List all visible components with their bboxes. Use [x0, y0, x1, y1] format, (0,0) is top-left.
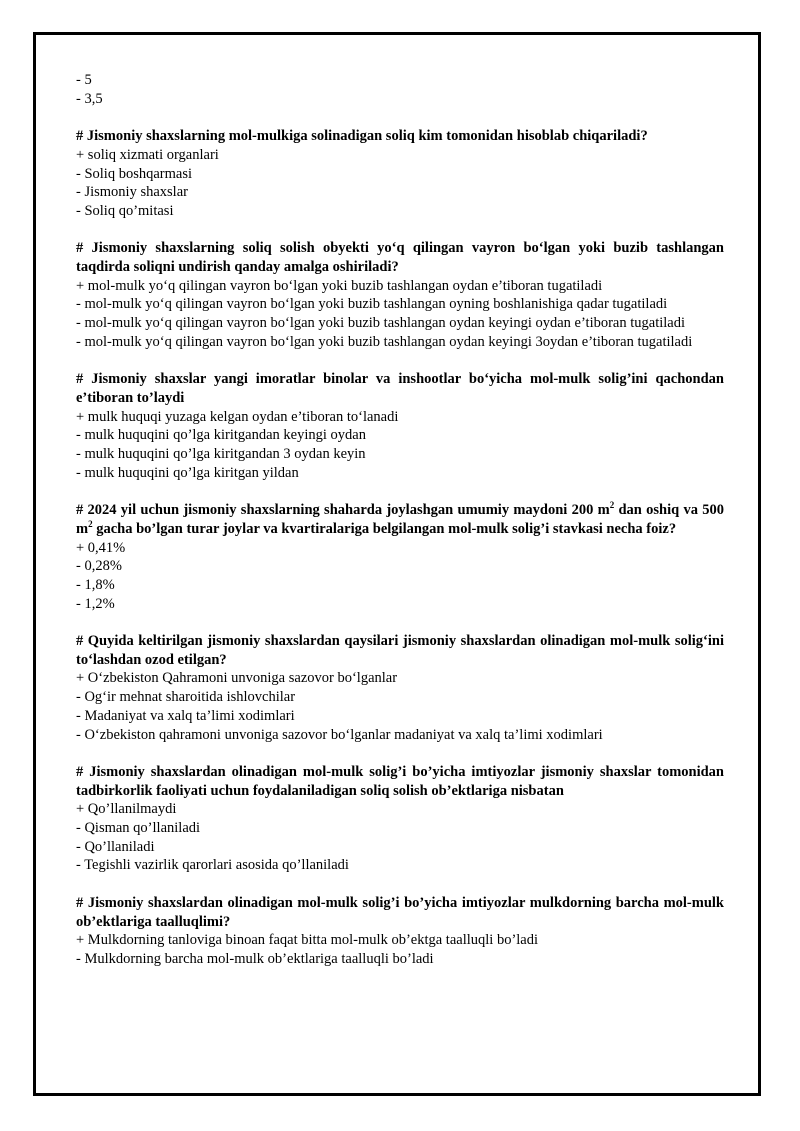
option: - Mulkdorning barcha mol-mulk ob’ektlariga taalluqli bo’ladi	[76, 950, 434, 967]
option: - Qisman qo’llaniladi	[76, 820, 201, 837]
question-text: # Jismoniy shaxslarning mol-mulkiga solinadigan soliq kim tomonidan hisoblab chiqariladi?	[76, 128, 648, 145]
option: - Soliq boshqarmasi	[76, 165, 192, 182]
option: - 3,5	[76, 90, 103, 107]
option: + mulk huquqi yuzaga kelgan oydan e’tiboran to‘lanadi	[76, 408, 399, 425]
question-text: # Jismoniy shaxslar yangi imoratlar binolar va inshootlar bo‘yicha mol-mulk solig’ini qachondan e’tiboran to’laydi	[76, 371, 724, 406]
option: + 0,41%	[76, 539, 126, 556]
option: - 1,2%	[76, 595, 115, 612]
question-block-3	[76, 370, 724, 482]
question-block-2	[76, 239, 724, 351]
option: + O‘zbekiston Qahramoni unvoniga sazovor bo‘lganlar	[76, 670, 398, 687]
option: - Og‘ir mehnat sharoitida ishlovchilar	[76, 689, 296, 706]
option: + Mulkdorning tanloviga binoan faqat bitta mol-mulk ob’ektga taalluqli bo’ladi	[76, 932, 539, 949]
question-text: # Quyida keltirilgan jismoniy shaxslardan qaysilari jismoniy shaxslardan olinadigan mol-mulk solig‘ini to‘lashdan ozod etilgan?	[76, 633, 724, 668]
option: - mulk huquqini qo’lga kiritgan yildan	[76, 464, 299, 481]
option: - 1,8%	[76, 576, 115, 593]
question-text	[76, 501, 724, 538]
superscript: 2	[88, 518, 93, 529]
question-block-4	[76, 501, 724, 613]
option: - mol-mulk yo‘q qilingan vayron bo‘lgan yoki buzib tashlangan oyning boshlanishiga qadar tugatiladi	[76, 296, 668, 313]
question-block-1	[76, 127, 724, 221]
option: - Soliq qo’mitasi	[76, 202, 174, 219]
question-text-part: gacha bo’lgan turar joylar va kvartiralariga belgilangan mol-mulk solig’i stavkasi necha foiz?	[92, 520, 677, 537]
question-text-part: dan oshiq va 500 m	[76, 502, 725, 537]
document-body	[76, 71, 724, 987]
option: - mol-mulk yo‘q qilingan vayron bo‘lgan yoki buzib tashlangan oydan keyingi 3oydan e’tiboran tugatiladi	[76, 333, 693, 350]
option: + mol-mulk yo‘q qilingan vayron bo‘lgan yoki buzib tashlangan oydan e’tiboran tugatiladi	[76, 277, 603, 294]
option: - Tegishli vazirlik qarorlari asosida qo’llaniladi	[76, 857, 349, 874]
option: - mol-mulk yo‘q qilingan vayron bo‘lgan yoki buzib tashlangan oydan keyingi oydan e’tiboran tugatiladi	[76, 315, 686, 332]
option: - 5	[76, 72, 92, 88]
option: - mulk huquqini qo’lga kiritgandan 3 oydan keyin	[76, 446, 366, 463]
option: + soliq xizmati organlari	[76, 146, 219, 163]
option: - Jismoniy shaxslar	[76, 184, 188, 201]
question-text-part: # 2024 yil uchun jismoniy shaxslarning shaharda joylashgan umumiy maydoni 200 m	[76, 502, 610, 519]
option: + Qo’llanilmaydi	[76, 801, 177, 818]
question-text: # Jismoniy shaxslardan olinadigan mol-mulk solig’i bo’yicha imtiyozlar mulkdorning barcha mol-mulk ob’ektlariga taalluqlimi?	[76, 894, 724, 930]
question-block-6	[76, 763, 724, 875]
option: - 0,28%	[76, 558, 122, 575]
question-text: # Jismoniy shaxslardan olinadigan mol-mulk solig’i bo’yicha imtiyozlar jismoniy shaxslar tomonidan tadbirkorlik faoliyati uchun foydalaniladigan soliq solish ob’ektlariga nisbatan	[76, 763, 724, 799]
question-text: # Jismoniy shaxslarning soliq solish obyekti yo‘q qilingan vayron bo‘lgan yoki buzib tashlangan taqdirda soliqni undirish qanday amalga oshiriladi?	[76, 240, 724, 275]
option: - Madaniyat va xalq ta’limi xodimlari	[76, 707, 295, 724]
option: - Qo’llaniladi	[76, 838, 155, 855]
question-block-7	[76, 894, 724, 969]
option: - O‘zbekiston qahramoni unvoniga sazovor bo‘lganlar madaniyat va xalq ta’limi xodimlari	[76, 726, 603, 743]
superscript: 2	[609, 500, 615, 511]
question-block-5	[76, 632, 724, 744]
answer-options-continued	[76, 71, 724, 108]
option: - mulk huquqini qo’lga kiritgandan keyingi oydan	[76, 427, 366, 444]
